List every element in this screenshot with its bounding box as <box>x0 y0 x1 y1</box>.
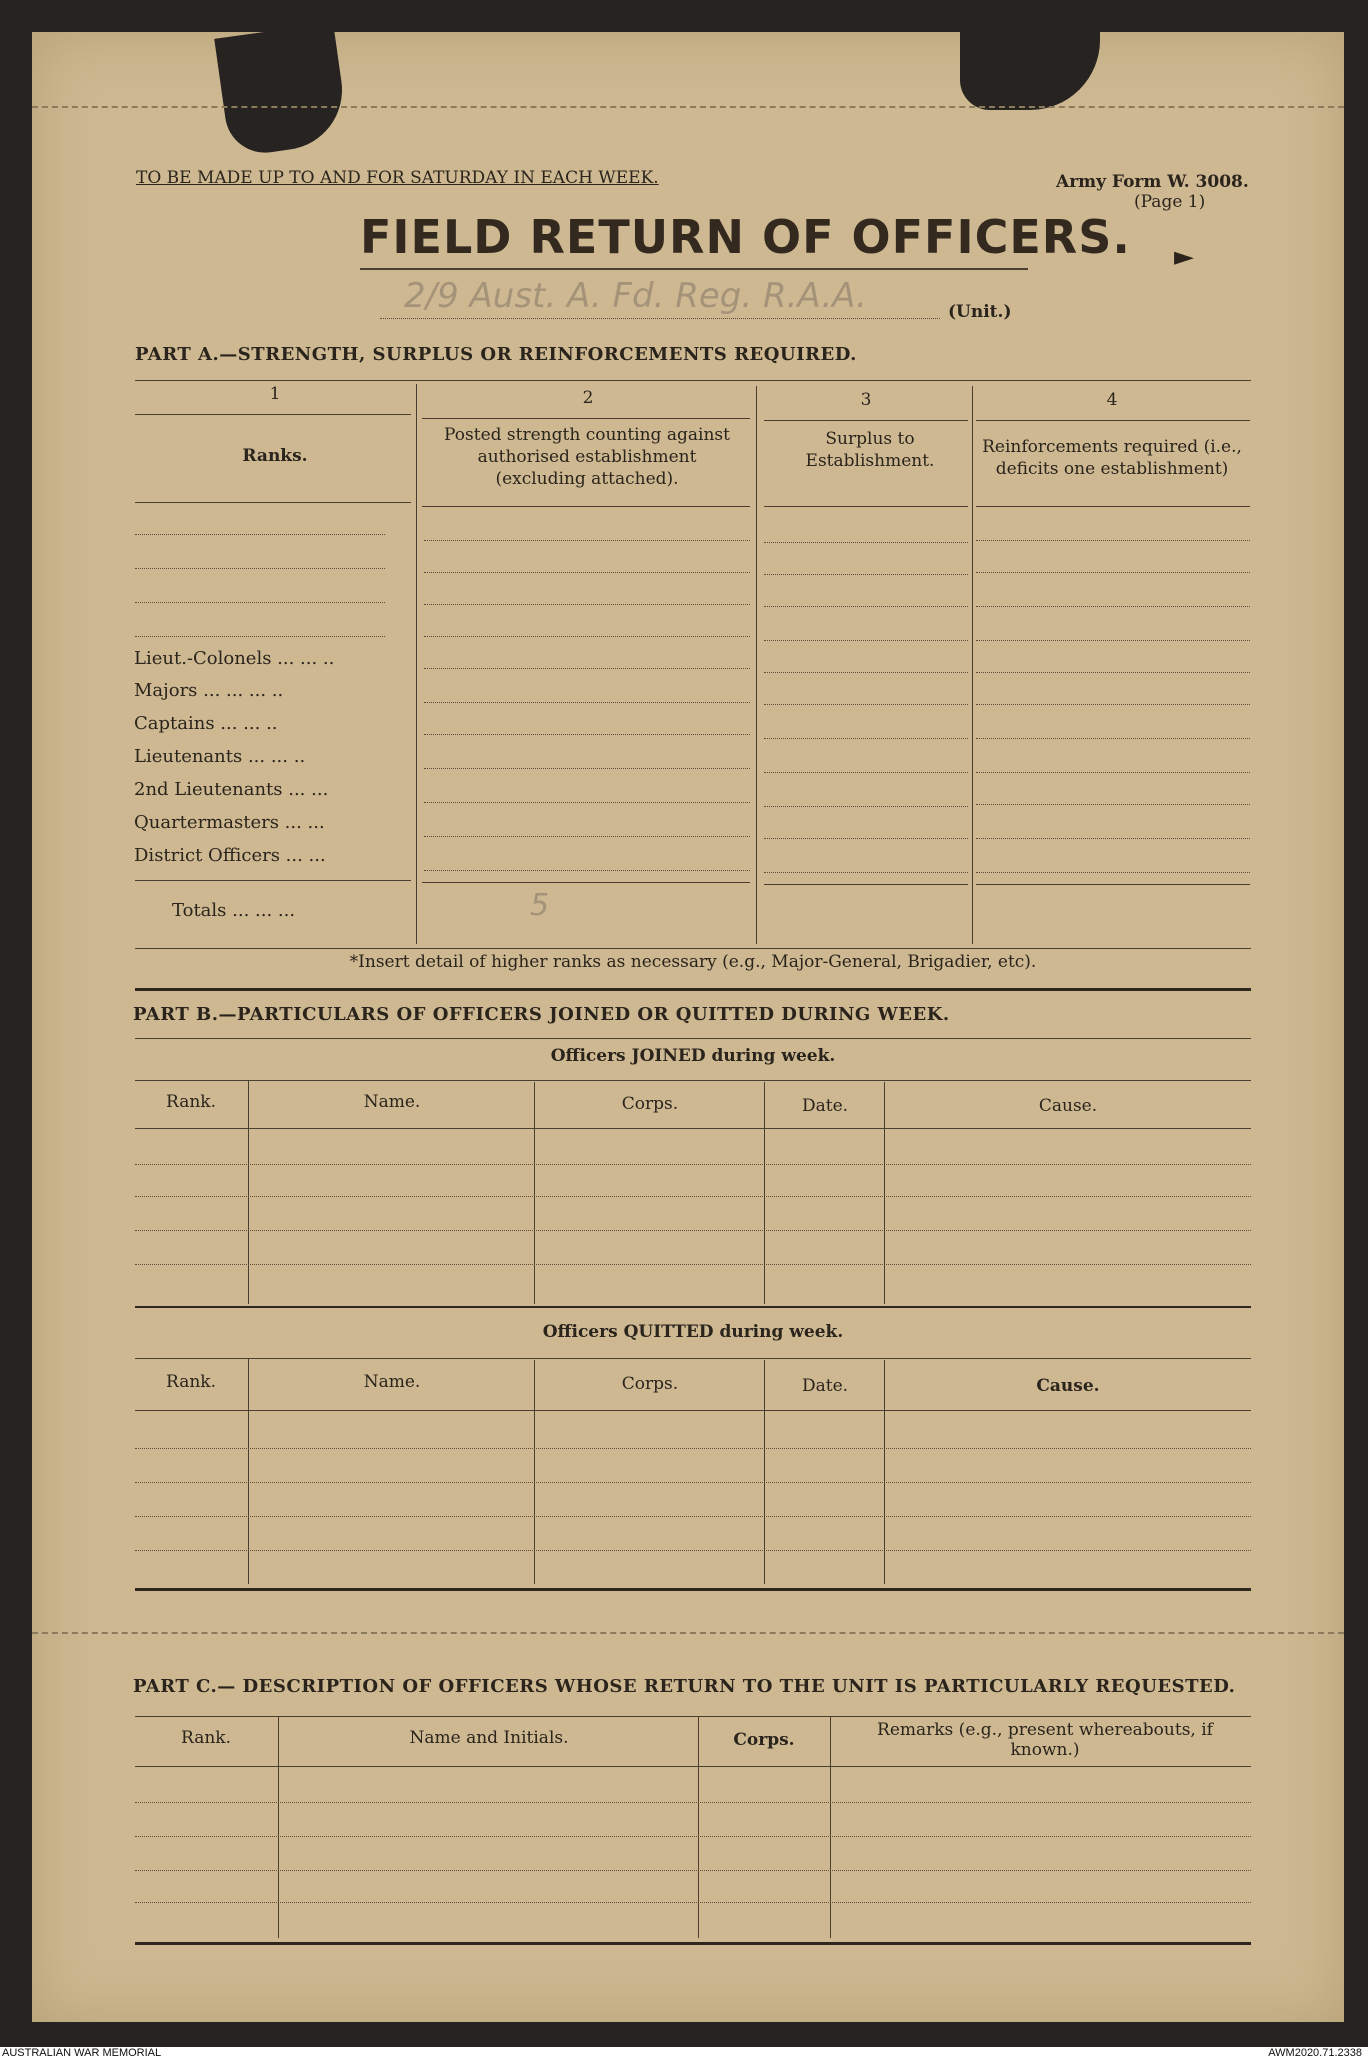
perforation-line <box>32 1632 1344 1634</box>
totals-handwritten: 5 <box>530 888 550 923</box>
quitted-col-name: Name. <box>363 1372 421 1392</box>
entry-line <box>424 870 750 871</box>
blank-rank-line <box>135 534 385 535</box>
rank-captains: Captains ... ... .. <box>134 713 278 734</box>
rule <box>976 506 1250 507</box>
column-divider <box>248 1080 249 1304</box>
entry-line <box>424 836 750 837</box>
entry-line <box>976 804 1250 805</box>
rank-lieutenants: Lieutenants ... ... .. <box>134 746 306 767</box>
column-divider <box>278 1716 279 1938</box>
column-divider <box>884 1082 885 1304</box>
entry-line <box>976 838 1250 839</box>
reinforcements-header: Reinforcements required (i.e., deficits one establishment) <box>982 437 1242 479</box>
part-c-col-rank: Rank. <box>181 1728 231 1748</box>
rule <box>135 880 411 881</box>
section-divider <box>135 1306 1251 1308</box>
entry-line <box>424 540 750 541</box>
entry-line <box>764 806 968 807</box>
entry-line <box>135 1264 1251 1265</box>
section-divider <box>135 1942 1251 1945</box>
column-divider <box>534 1082 535 1304</box>
quitted-col-cause: Cause. <box>1036 1376 1100 1396</box>
joined-col-corps: Corps. <box>621 1094 679 1114</box>
rule <box>135 1716 1251 1717</box>
column-divider <box>972 386 973 944</box>
entry-line <box>976 704 1250 705</box>
entry-line <box>135 1164 1251 1165</box>
rule <box>135 948 1251 949</box>
entry-line <box>135 1836 1251 1837</box>
part-c-heading: PART C.— DESCRIPTION OF OFFICERS WHOSE RETURN TO THE UNIT IS PARTICULARLY REQUESTED. <box>133 1676 1236 1697</box>
rule <box>764 884 968 885</box>
col-number-2: 2 <box>582 388 594 408</box>
column-divider <box>830 1716 831 1938</box>
entry-line <box>135 1482 1251 1483</box>
arrow-mark-icon: ► <box>1174 242 1194 272</box>
rule <box>135 1358 1251 1359</box>
totals-label: Totals ... ... ... <box>172 900 296 921</box>
rank-lieut-colonels: Lieut.-Colonels ... ... .. <box>134 648 335 669</box>
archive-credit: AUSTRALIAN WAR MEMORIAL <box>2 2047 162 2059</box>
entry-line <box>764 738 968 739</box>
surplus-header: Surplus to Establishment. <box>805 429 935 471</box>
entry-line <box>424 604 750 605</box>
unit-line <box>380 318 940 319</box>
entry-line <box>976 872 1250 873</box>
part-a-heading: PART A.—STRENGTH, SURPLUS OR REINFORCEMENTS REQUIRED. <box>135 344 857 365</box>
part-c-col-remarks: Remarks (e.g., present whereabouts, if known.) <box>877 1720 1213 1760</box>
entry-line <box>976 738 1250 739</box>
entry-line <box>764 772 968 773</box>
page-title: FIELD RETURN OF OFFICERS. <box>360 210 1131 264</box>
rule <box>135 1128 1251 1129</box>
entry-line <box>135 1550 1251 1551</box>
joined-col-name: Name. <box>363 1092 421 1112</box>
entry-line <box>135 1230 1251 1231</box>
joined-col-date: Date. <box>801 1096 849 1116</box>
entry-line <box>976 640 1250 641</box>
rule <box>135 1766 1251 1767</box>
part-a-top-rule <box>135 380 1251 381</box>
part-b-heading: PART B.—PARTICULARS OF OFFICERS JOINED OR QUITTED DURING WEEK. <box>133 1004 950 1025</box>
entry-line <box>764 704 968 705</box>
blank-rank-line <box>135 602 385 603</box>
unit-label: (Unit.) <box>948 302 1012 322</box>
blank-rank-line <box>135 568 385 569</box>
weekly-instruction: TO BE MADE UP TO AND FOR SATURDAY IN EACH WEEK. <box>136 168 659 188</box>
posted-strength-header: Posted strength counting against authorised establishment (excluding attached). <box>444 425 730 489</box>
column-divider <box>698 1716 699 1938</box>
rule <box>135 1410 1251 1411</box>
entry-line <box>424 802 750 803</box>
rule <box>422 506 750 507</box>
section-divider <box>135 1588 1251 1591</box>
page-number: (Page 1) <box>1134 192 1206 212</box>
entry-line <box>424 636 750 637</box>
entry-line <box>424 768 750 769</box>
blank-rank-line <box>135 636 385 637</box>
entry-line <box>764 542 968 543</box>
entry-line <box>764 574 968 575</box>
entry-line <box>976 606 1250 607</box>
entry-line <box>135 1448 1251 1449</box>
quitted-col-rank: Rank. <box>166 1372 216 1392</box>
entry-line <box>135 1870 1251 1871</box>
col-number-4: 4 <box>1106 390 1118 410</box>
joined-col-cause: Cause. <box>1038 1096 1098 1116</box>
entry-line <box>976 772 1250 773</box>
unit-handwritten: 2/9 Aust. A. Fd. Reg. R.A.A. <box>404 276 867 316</box>
entry-line <box>764 606 968 607</box>
part-c-col-corps: Corps. <box>733 1730 795 1750</box>
entry-line <box>424 572 750 573</box>
ranks-header: Ranks. <box>242 446 308 466</box>
col-number-3: 3 <box>860 390 872 410</box>
rule <box>976 420 1250 421</box>
title-underline <box>360 268 1028 270</box>
entry-line <box>976 572 1250 573</box>
rule <box>422 882 750 883</box>
entry-line <box>424 668 750 669</box>
entry-line <box>764 672 968 673</box>
part-a-footnote: *Insert detail of higher ranks as necessary (e.g., Major-General, Brigadier, etc). <box>349 952 1037 972</box>
joined-heading: Officers JOINED during week. <box>550 1046 836 1066</box>
entry-line <box>424 702 750 703</box>
part-c-col-name: Name and Initials. <box>409 1728 569 1748</box>
rule <box>135 1080 1251 1081</box>
catalogue-number: AWM2020.71.2338 <box>1268 2047 1362 2059</box>
rule <box>764 420 968 421</box>
entry-line <box>424 734 750 735</box>
column-divider <box>764 1082 765 1304</box>
quitted-col-date: Date. <box>801 1376 849 1396</box>
perforation-line <box>32 106 1344 108</box>
column-divider <box>416 384 417 944</box>
entry-line <box>976 672 1250 673</box>
rank-district-officers: District Officers ... ... <box>134 845 326 866</box>
entry-line <box>764 640 968 641</box>
form-number: Army Form W. 3008. <box>1056 172 1249 192</box>
rule <box>764 506 968 507</box>
rule <box>976 884 1250 885</box>
joined-col-rank: Rank. <box>166 1092 216 1112</box>
entry-line <box>135 1516 1251 1517</box>
column-divider <box>756 386 757 944</box>
entry-line <box>135 1196 1251 1197</box>
entry-line <box>135 1802 1251 1803</box>
rule <box>135 502 411 503</box>
rule <box>135 1038 1251 1039</box>
rank-2nd-lieutenants: 2nd Lieutenants ... ... <box>134 779 329 800</box>
entry-line <box>976 540 1250 541</box>
entry-line <box>764 838 968 839</box>
rank-majors: Majors ... ... ... .. <box>134 680 284 701</box>
rank-quartermasters: Quartermasters ... ... <box>134 812 325 833</box>
quitted-heading: Officers QUITTED during week. <box>542 1322 844 1342</box>
rule <box>135 414 411 415</box>
rule <box>422 418 750 419</box>
col-number-1: 1 <box>269 384 281 404</box>
quitted-col-corps: Corps. <box>621 1374 679 1394</box>
entry-line <box>764 872 968 873</box>
section-divider <box>135 988 1251 991</box>
entry-line <box>135 1902 1251 1903</box>
